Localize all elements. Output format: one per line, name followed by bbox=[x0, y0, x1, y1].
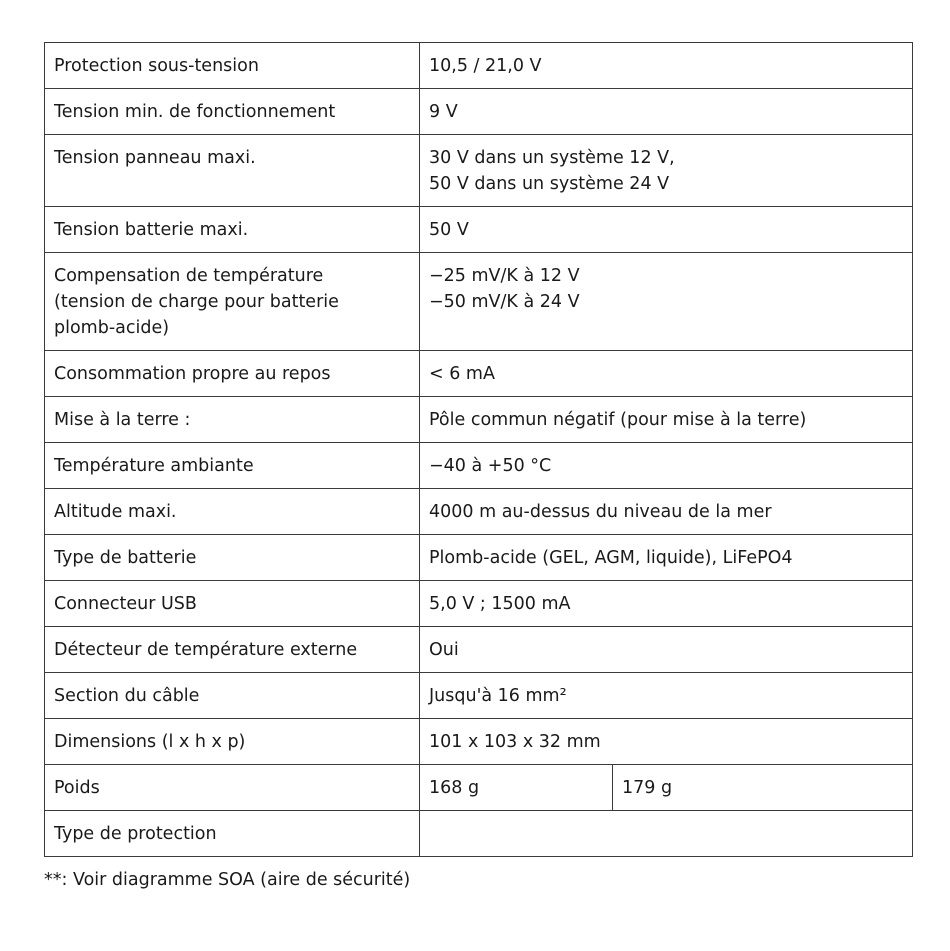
spec-value: 5,0 V ; 1500 mA bbox=[420, 581, 913, 627]
spec-value-model-a: 168 g bbox=[420, 765, 613, 811]
spec-label: Altitude maxi. bbox=[45, 489, 420, 535]
table-row bbox=[45, 627, 913, 673]
spec-value: 101 x 103 x 32 mm bbox=[420, 719, 913, 765]
spec-label: Détecteur de température externe bbox=[45, 627, 420, 673]
specifications-table bbox=[44, 42, 913, 857]
spec-label: Tension batterie maxi. bbox=[45, 207, 420, 253]
spec-value: Pôle commun négatif (pour mise à la terre) bbox=[420, 397, 913, 443]
spec-label: Tension panneau maxi. bbox=[45, 135, 420, 207]
table-row bbox=[45, 207, 913, 253]
footnote: **: Voir diagramme SOA (aire de sécurité) bbox=[44, 870, 411, 890]
spec-label: Type de protection bbox=[45, 811, 420, 857]
spec-value: 30 V dans un système 12 V, 50 V dans un système 24 V bbox=[420, 135, 913, 207]
spec-value: 10,5 / 21,0 V bbox=[420, 43, 913, 89]
table-row bbox=[45, 253, 913, 351]
spec-label: Section du câble bbox=[45, 673, 420, 719]
spec-label: Consommation propre au repos bbox=[45, 351, 420, 397]
table-row bbox=[45, 443, 913, 489]
spec-label: Dimensions (l x h x p) bbox=[45, 719, 420, 765]
spec-value: Oui bbox=[420, 627, 913, 673]
table-row bbox=[45, 43, 913, 89]
spec-label: Température ambiante bbox=[45, 443, 420, 489]
spec-value: −40 à +50 °C bbox=[420, 443, 913, 489]
spec-label: Type de batterie bbox=[45, 535, 420, 581]
spec-value: Jusqu'à 16 mm² bbox=[420, 673, 913, 719]
table-row bbox=[45, 351, 913, 397]
spec-label: Protection sous-tension bbox=[45, 43, 420, 89]
table-row bbox=[45, 811, 913, 857]
spec-label: Compensation de température (tension de charge pour batterie plomb-acide) bbox=[45, 253, 420, 351]
spec-value: Plomb-acide (GEL, AGM, liquide), LiFePO4 bbox=[420, 535, 913, 581]
spec-value: 9 V bbox=[420, 89, 913, 135]
table-row bbox=[45, 489, 913, 535]
spec-label: Mise à la terre : bbox=[45, 397, 420, 443]
spec-value-model-b: 179 g bbox=[613, 765, 913, 811]
table-row bbox=[45, 765, 913, 811]
spec-value bbox=[420, 811, 913, 857]
spec-value: < 6 mA bbox=[420, 351, 913, 397]
table-row bbox=[45, 397, 913, 443]
spec-label: Tension min. de fonctionnement bbox=[45, 89, 420, 135]
table-row bbox=[45, 135, 913, 207]
spec-label: Poids bbox=[45, 765, 420, 811]
table-row bbox=[45, 719, 913, 765]
table-row bbox=[45, 581, 913, 627]
table-row bbox=[45, 673, 913, 719]
spec-value: −25 mV/K à 12 V −50 mV/K à 24 V bbox=[420, 253, 913, 351]
table-row bbox=[45, 89, 913, 135]
spec-value: 4000 m au-dessus du niveau de la mer bbox=[420, 489, 913, 535]
spec-label: Connecteur USB bbox=[45, 581, 420, 627]
table-row bbox=[45, 535, 913, 581]
spec-value: 50 V bbox=[420, 207, 913, 253]
